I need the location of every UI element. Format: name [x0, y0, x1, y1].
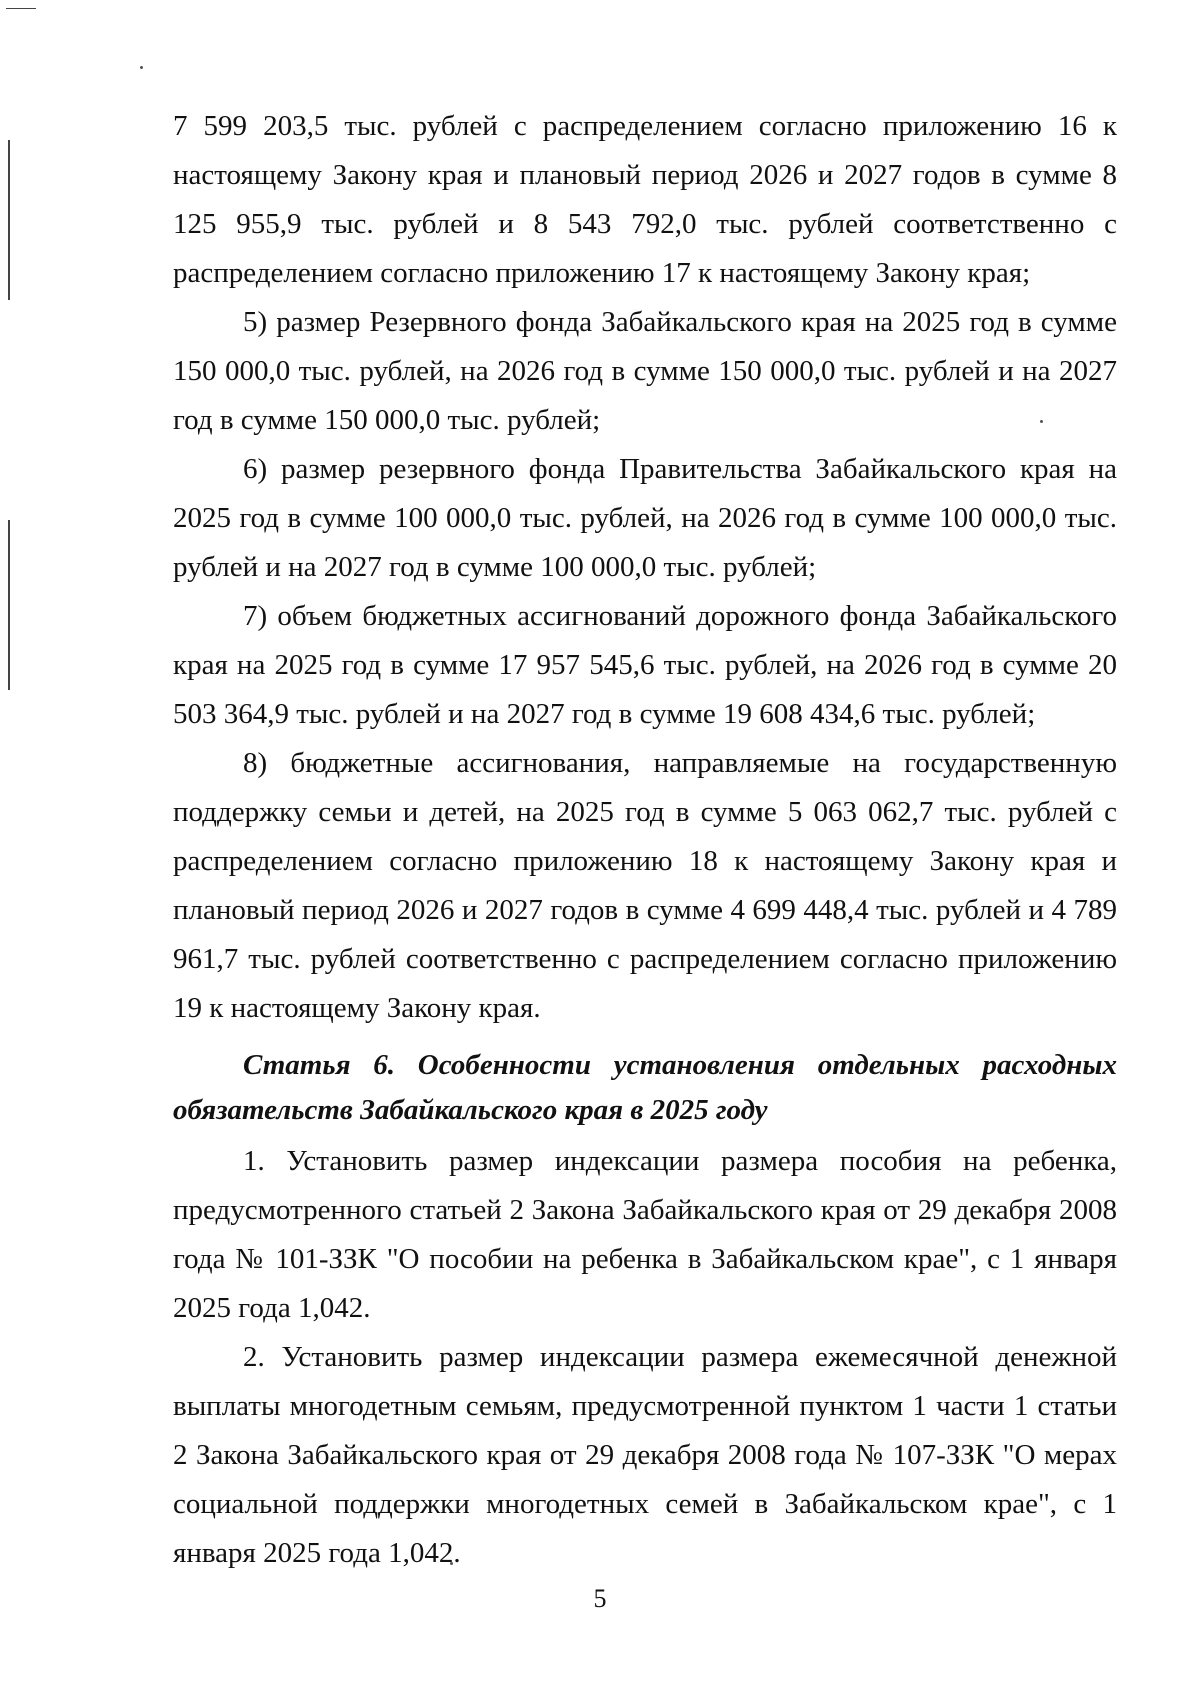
body-text — [173, 102, 1117, 1578]
scan-artifact-line — [8, 520, 10, 690]
page-number: 5 — [593, 1584, 607, 1613]
paragraph-continuation: 7 599 203,5 тыс. рублей с распределением согласно приложению 16 к настоящему Закону края и плановый период 2026 и 2027 годов в сумме 8 125 955,9 тыс. рублей и 8 543 792,0 тыс. рублей соответственно с распределением согласно приложению 17 к настоящему Закону края; — [173, 110, 1117, 289]
paragraph-item-7: 7) объем бюджетных ассигнований дорожного фонда Забайкальского края на 2025 год в сумме 17 957 545,6 тыс. рублей, на 2026 год в сумме 20 503 364,9 тыс. рублей и на 2027 год в сумме 19 608 434,6 тыс. рублей; — [173, 600, 1117, 730]
scan-artifact-dot — [140, 66, 143, 69]
paragraph-item-8: 8) бюджетные ассигнования, направляемые на государственную поддержку семьи и детей, на 2025 год в сумме 5 063 062,7 тыс. рублей с распределением согласно приложению 18 к настоящему Закону края и плановый период 2026 и 2027 годов в сумме 4 699 448,4 тыс. рублей и 4 789 961,7 тыс. рублей соответственно с распределением согласно приложению 19 к настоящему Закону края. — [173, 747, 1117, 1024]
scan-artifact-line — [8, 140, 10, 300]
paragraph-item-6: 6) размер резервного фонда Правительства Забайкальского края на 2025 год в сумме 100 000,0 тыс. рублей, на 2026 год в сумме 100 000,0 тыс. рублей и на 2027 год в сумме 100 000,0 тыс. рублей; — [173, 453, 1117, 583]
article-item-2: 2. Установить размер индексации размера ежемесячной денежной выплаты многодетным семьям, предусмотренной пунктом 1 части 1 статьи 2 Закона Забайкальского края от 29 декабря 2008 года № 107-ЗЗК "О мерах социальной поддержки многодетных семей в Забайкальском крае", с 1 января 2025 года 1,042. — [173, 1341, 1117, 1569]
article-item-1: 1. Установить размер индексации размера пособия на ребенка, предусмотренного статьей 2 Закона Забайкальского края от 29 декабря 2008 года № 101-ЗЗК "О пособии на ребенка в Забайкальском крае", с 1 января 2025 года 1,042. — [173, 1145, 1117, 1324]
scan-artifact-line — [6, 8, 36, 9]
article-heading: Статья 6. Особенности установления отдельных расходных обязательств Забайкальского края в 2025 году — [173, 1049, 1117, 1126]
paragraph-item-5: 5) размер Резервного фонда Забайкальского края на 2025 год в сумме 150 000,0 тыс. рублей, на 2026 год в сумме 150 000,0 тыс. рублей и на 2027 год в сумме 150 000,0 тыс. рублей; — [173, 306, 1117, 436]
